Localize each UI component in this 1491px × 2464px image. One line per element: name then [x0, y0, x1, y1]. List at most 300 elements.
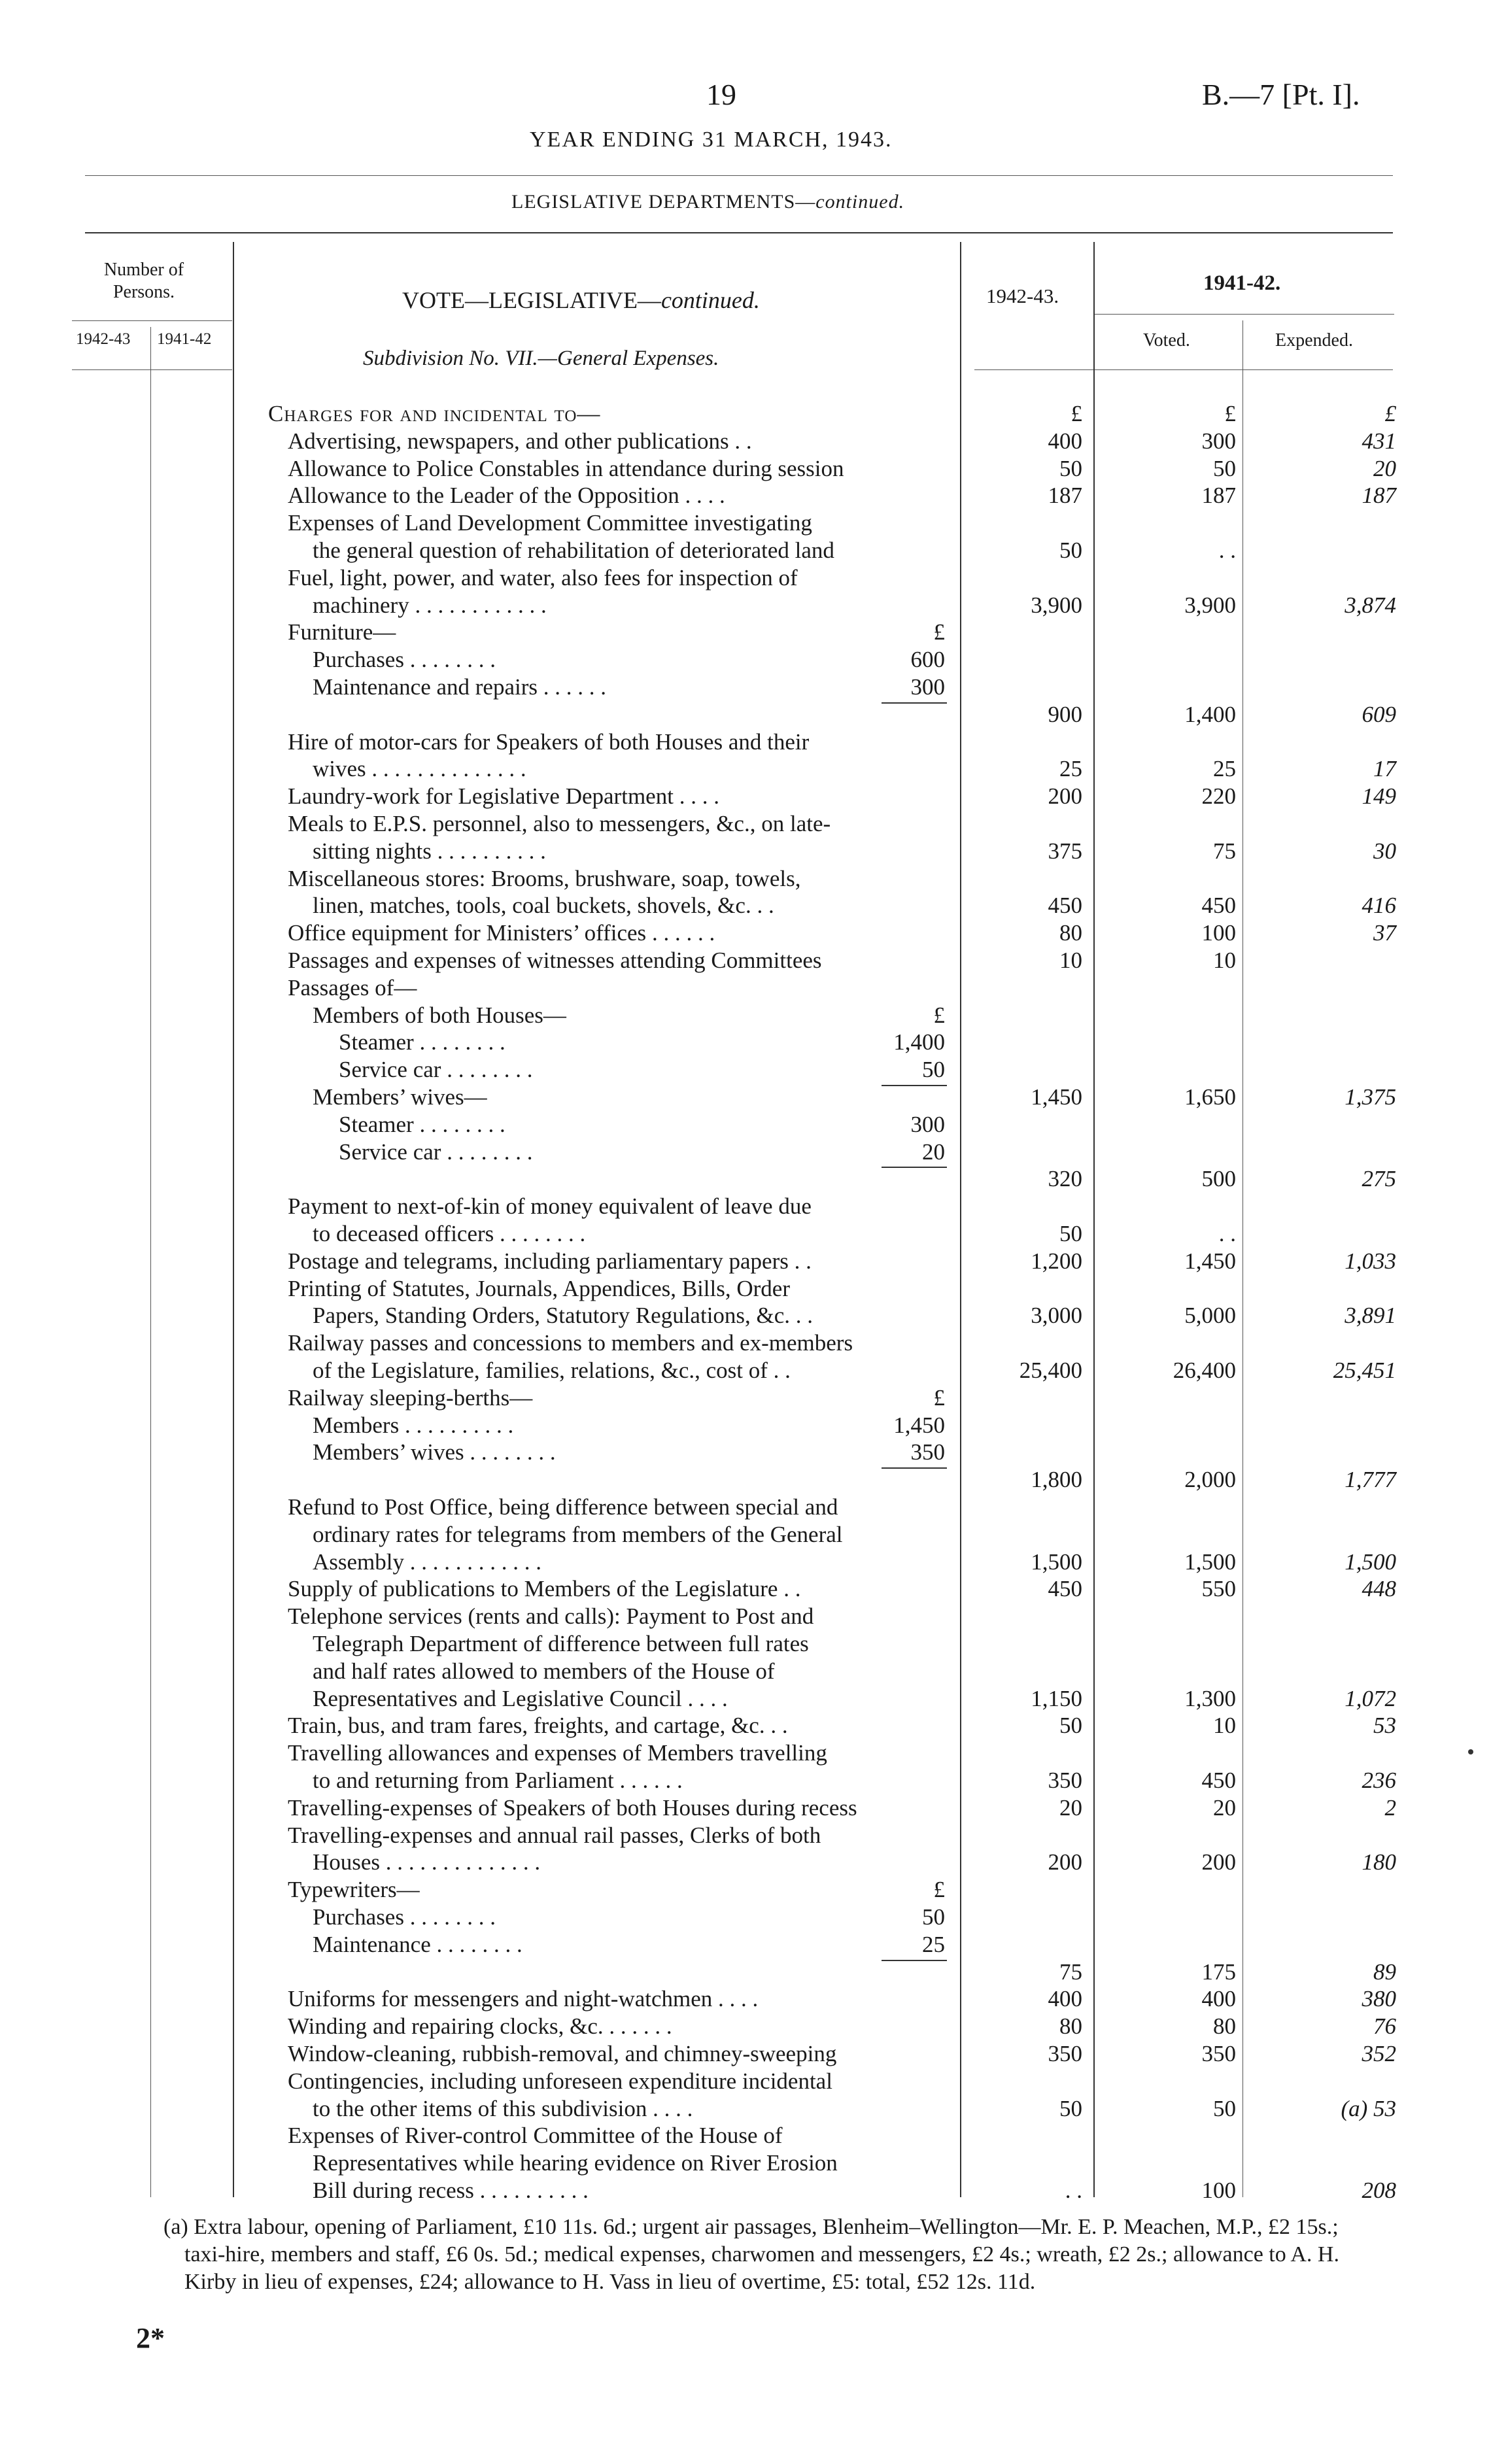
leader-dots: . . . .	[681, 1685, 728, 1711]
row-description	[288, 1248, 812, 1275]
row-description	[313, 838, 546, 865]
value-voted-1941-42: 1,500	[1184, 1549, 1236, 1575]
value-expended-1941-42: 76	[1373, 2013, 1396, 2040]
row-description-text: Telegraph Department of difference between full rates	[313, 1631, 809, 1656]
value-expended-1941-42: 2	[1384, 1794, 1396, 1821]
value-1942-43: 3,000	[1031, 1303, 1082, 1329]
table-row	[0, 1658, 1491, 1685]
sub-value: 20	[922, 1138, 945, 1165]
value-voted-1941-42: 200	[1201, 1849, 1236, 1875]
row-description	[313, 1931, 523, 1959]
row-description-text: Maintenance	[313, 1931, 431, 1957]
leader-dots: . . . . . . . . . . . .	[409, 592, 547, 618]
table-row	[0, 1904, 1491, 1931]
table-row	[0, 646, 1491, 674]
leader-dots: . . . . . . . .	[413, 1029, 506, 1055]
table-row	[0, 947, 1491, 974]
table-row	[0, 1439, 1491, 1466]
value-1942-43: 1,150	[1031, 1685, 1082, 1711]
row-description-text: Window-cleaning, rubbish-removal, and chimney-sweeping	[288, 2041, 837, 2066]
row-description-text: Steamer	[339, 1111, 414, 1137]
row-description-text: Contingencies, including unforeseen expenditure incidental	[288, 2068, 832, 2094]
value-expended-1941-42: £	[1384, 401, 1396, 426]
value-1942-43: 50	[1059, 1221, 1082, 1246]
leader-dots: . . . . . .	[538, 674, 607, 700]
row-description-text: Uniforms for messengers and night-watchmen	[288, 1986, 713, 2012]
value-expended-1941-42: 448	[1362, 1576, 1396, 1602]
row-description	[313, 1002, 566, 1029]
table-row	[0, 1685, 1491, 1713]
row-description	[313, 2177, 589, 2204]
row-description-text: Travelling-expenses of Speakers of both Houses during recess	[288, 1794, 857, 1821]
header-rule	[85, 175, 1393, 176]
row-description-text: Advertising, newspapers, and other publications	[288, 428, 729, 454]
row-description-text: sitting nights	[313, 838, 432, 864]
leader-dots: . .	[790, 1303, 814, 1329]
sub-value: 1,400	[893, 1029, 945, 1055]
persons-subheader-rule	[72, 369, 232, 370]
row-description-text: Printing of Statutes, Journals, Appendices, Bills, Order	[288, 1275, 790, 1301]
row-description	[288, 728, 809, 756]
leader-dots: . . . . . . . .	[422, 1412, 514, 1438]
row-description-text: Members . .	[313, 1412, 422, 1438]
value-expended-1941-42: 352	[1362, 2041, 1396, 2066]
row-description-text: Purchases	[313, 1904, 404, 1930]
table-row	[0, 1712, 1491, 1739]
value-voted-1941-42: 400	[1201, 1986, 1236, 2012]
row-description	[313, 1220, 585, 1248]
table-row	[0, 1876, 1491, 1904]
table-row	[0, 2095, 1491, 2123]
value-1942-43: 50	[1059, 2095, 1082, 2121]
row-description	[313, 1439, 556, 1466]
row-description	[313, 537, 834, 564]
leader-dots: . . . .	[647, 2095, 693, 2121]
leader-dots: . .	[751, 893, 774, 919]
leader-dots: . .	[767, 1358, 791, 1383]
table-row	[0, 1193, 1491, 1220]
value-1942-43: . .	[1065, 2178, 1082, 2203]
table-row	[0, 509, 1491, 537]
row-description	[339, 1111, 506, 1138]
sub-value: 25	[922, 1931, 945, 1957]
row-description-text: Refund to Post Office, being difference between special and	[288, 1494, 838, 1520]
year-title: YEAR ENDING 31 MARCH, 1943.	[530, 128, 893, 152]
table-row	[0, 2149, 1491, 2177]
leader-dots: . .	[778, 1576, 801, 1602]
vote-title-text: VOTE—LEGISLATIVE—	[402, 287, 661, 313]
leader-dots: . . . . . . . .	[403, 647, 496, 673]
value-voted-1941-42: £	[1224, 401, 1236, 426]
value-expended-1941-42: 208	[1362, 2178, 1396, 2203]
row-description-text: linen, matches, tools, coal buckets, shovels, &c.	[313, 893, 751, 919]
column-voted: Voted.	[1143, 330, 1190, 351]
value-voted-1941-42: 50	[1213, 2095, 1236, 2121]
value-expended-1941-42: 30	[1373, 838, 1396, 864]
leader-dots: . . . . . .	[646, 920, 715, 946]
value-voted-1941-42: 10	[1213, 948, 1236, 973]
value-expended-1941-42: 609	[1362, 701, 1396, 727]
value-voted-1941-42: 500	[1201, 1166, 1236, 1192]
row-description	[288, 783, 719, 810]
row-description-text: to and returning from Parliament . .	[313, 1768, 637, 1793]
value-expended-1941-42: 20	[1373, 455, 1396, 481]
row-description	[313, 1630, 809, 1658]
value-voted-1941-42: 100	[1201, 2178, 1236, 2203]
row-description-text: Typewriters—	[288, 1877, 420, 1903]
table-row	[0, 1575, 1491, 1603]
value-1942-43: 20	[1059, 1794, 1082, 1821]
value-1942-43: 400	[1048, 1986, 1082, 2012]
vote-title	[402, 286, 760, 314]
table-row	[0, 1111, 1491, 1138]
value-expended-1941-42: 1,033	[1345, 1248, 1396, 1274]
value-voted-1941-42: 26,400	[1173, 1358, 1236, 1383]
value-voted-1941-42: 50	[1213, 455, 1236, 481]
row-description	[339, 1029, 506, 1056]
row-description-text: to deceased officers	[313, 1221, 494, 1246]
leader-dots: . . . . . . . . . . . .	[403, 1849, 541, 1875]
row-description-text: Purchases	[313, 647, 404, 673]
value-1942-43: 1,200	[1031, 1248, 1082, 1274]
row-description	[288, 1794, 857, 1822]
row-description	[313, 1767, 683, 1794]
persons-header-rule	[72, 320, 232, 321]
value-1942-43: 50	[1059, 1713, 1082, 1739]
row-description	[288, 428, 752, 455]
row-description-text: Papers, Standing Orders, Statutory Regulations, &c.	[313, 1303, 791, 1329]
value-1942-43: 450	[1048, 893, 1082, 919]
row-description	[313, 1658, 775, 1685]
table-row	[0, 755, 1491, 783]
row-description-text: wives	[313, 756, 366, 782]
table-row	[0, 482, 1491, 509]
row-description-text: Travelling-expenses and annual rail passes, Clerks of both	[288, 1822, 821, 1848]
row-description	[288, 1275, 790, 1303]
table-row	[0, 674, 1491, 701]
sub-value: £	[933, 619, 945, 645]
row-description	[313, 2149, 838, 2177]
row-description-text: Hire of motor-cars for Speakers of both Houses and their	[288, 728, 810, 755]
value-expended-1941-42: 53	[1373, 1713, 1396, 1739]
value-1942-43: 10	[1059, 948, 1082, 973]
leader-dots: . . . . . . . . . .	[431, 838, 546, 864]
table-row	[0, 1630, 1491, 1658]
value-voted-1941-42: 300	[1201, 428, 1236, 454]
table-row	[0, 537, 1491, 564]
value-expended-1941-42: 431	[1362, 428, 1396, 454]
value-expended-1941-42: 25,451	[1333, 1358, 1396, 1383]
value-voted-1941-42: 1,400	[1184, 701, 1236, 727]
sub-value: 350	[910, 1439, 945, 1465]
value-voted-1941-42: 1,300	[1184, 1685, 1236, 1711]
vote-title-continued: continued.	[660, 287, 760, 313]
row-description-text: Laundry-work for Legislative Department	[288, 783, 674, 810]
sub-value: £	[933, 1877, 945, 1903]
row-description-text: Fuel, light, power, and water, also fees for inspection of	[288, 564, 798, 590]
row-description	[288, 455, 844, 483]
value-1942-43: 450	[1048, 1576, 1082, 1602]
row-description	[313, 2095, 693, 2123]
value-1942-43: 25	[1059, 756, 1082, 782]
row-description-text: Payment to next-of-kin of money equivalent of leave due	[288, 1193, 812, 1220]
table-row	[0, 783, 1491, 810]
value-1942-43: 50	[1059, 455, 1082, 481]
column-1941-42: 1941-42.	[1203, 271, 1281, 295]
row-description-text: the general question of rehabilitation of deteriorated land	[313, 538, 834, 563]
sub-value: 1,450	[893, 1412, 945, 1438]
sub-value: 300	[910, 1111, 945, 1137]
table-row	[0, 1084, 1491, 1111]
row-description-text: Supply of publications to Members of the Legislature	[288, 1576, 778, 1602]
table-row	[0, 1302, 1491, 1329]
row-description-text: Telephone services (rents and calls): Payment to Post and	[288, 1603, 814, 1630]
row-description-text: ordinary rates for telegrams from members of the General	[313, 1521, 843, 1547]
row-description	[313, 674, 606, 701]
leader-dots: . . . . . . . . . . . .	[404, 1549, 541, 1575]
row-description-text: Members of both Houses—	[313, 1002, 566, 1028]
value-1942-43: 350	[1048, 1768, 1082, 1793]
row-description-text: Railway sleeping-berths—	[288, 1384, 533, 1411]
value-voted-1941-42: 75	[1213, 838, 1236, 864]
value-1942-43: 200	[1048, 783, 1082, 810]
row-description	[288, 1384, 532, 1412]
value-voted-1941-42: 20	[1213, 1794, 1236, 1821]
value-voted-1941-42: 5,000	[1184, 1303, 1236, 1329]
value-voted-1941-42: 220	[1201, 783, 1236, 810]
column-1942-43: 1942-43.	[986, 284, 1059, 307]
table-row	[0, 1029, 1491, 1056]
leader-dots: . .	[788, 1248, 812, 1274]
leader-dots: . . . .	[673, 783, 719, 810]
row-description-text: Expenses of River-control Committee of the House of	[288, 2123, 783, 2149]
row-description-text: Postage and telegrams, including parliamentary papers	[288, 1248, 789, 1274]
row-description-text: of the Legislature, families, relations, &c., cost of	[313, 1358, 768, 1383]
table-row	[0, 1822, 1491, 1849]
value-expended-1941-42: 37	[1373, 920, 1396, 946]
row-description-text: Steamer	[339, 1029, 414, 1055]
row-description	[288, 974, 417, 1002]
table-row	[0, 1384, 1491, 1412]
value-voted-1941-42: . .	[1218, 538, 1236, 563]
row-description-text: to the other items of this subdivision	[313, 2095, 647, 2121]
sub-value: 600	[910, 647, 945, 673]
row-description-text: Members’ wives	[313, 1439, 464, 1465]
row-description	[313, 1549, 541, 1576]
leader-dots: . . . .	[679, 483, 725, 509]
table-row	[0, 592, 1491, 619]
table-row	[0, 1056, 1491, 1084]
sub-value: 50	[922, 1904, 945, 1930]
row-description	[288, 482, 725, 509]
value-voted-1941-42: 10	[1213, 1713, 1236, 1739]
row-description	[288, 1329, 853, 1357]
value-voted-1941-42: 25	[1213, 756, 1236, 782]
row-description	[288, 1603, 814, 1630]
leader-dots: . . . .	[636, 1768, 683, 1793]
row-description-text: Meals to E.P.S. personnel, also to messengers, &c., on late-	[288, 811, 831, 836]
year-group-rule	[1093, 314, 1394, 315]
leader-dots: . . . . . . . .	[413, 1111, 506, 1137]
row-description-text: Office equipment for Ministers’ offices	[288, 920, 647, 946]
value-header-rule	[974, 369, 1393, 370]
sub-value: 50	[922, 1057, 945, 1083]
value-expended-1941-42: 1,375	[1345, 1084, 1396, 1110]
table-row	[0, 2013, 1491, 2040]
value-1942-43: 50	[1059, 538, 1082, 563]
value-1942-43: 80	[1059, 920, 1082, 946]
table-row	[0, 1931, 1491, 1959]
row-description	[313, 755, 526, 783]
row-description	[313, 1357, 791, 1384]
row-description-text: Service car	[339, 1138, 441, 1165]
table-row	[0, 1357, 1491, 1384]
row-description-text: Miscellaneous stores: Brooms, brushware, soap, towels,	[288, 865, 801, 891]
row-description	[313, 1412, 513, 1439]
leader-dots: . . . . . . . .	[441, 1138, 533, 1165]
row-description	[288, 1739, 827, 1767]
row-description	[288, 1876, 420, 1904]
value-voted-1941-42: 550	[1201, 1576, 1236, 1602]
row-description	[288, 619, 396, 646]
value-1942-43: 1,500	[1031, 1549, 1082, 1575]
row-description-text: Representatives while hearing evidence on River Erosion	[313, 2150, 838, 2176]
table-row	[0, 400, 1491, 428]
row-description-text: machinery	[313, 592, 409, 618]
value-1942-43: 80	[1059, 2013, 1082, 2040]
value-voted-1941-42: . .	[1218, 1221, 1236, 1246]
value-1942-43: 350	[1048, 2041, 1082, 2066]
row-description-text: Furniture—	[288, 619, 396, 645]
leader-dots: . . . .	[712, 1986, 759, 2012]
value-expended-1941-42: 3,891	[1345, 1303, 1396, 1329]
row-description	[313, 892, 774, 919]
leader-dots: . . . . . . . .	[403, 1904, 496, 1930]
value-expended-1941-42: 1,777	[1345, 1467, 1396, 1493]
row-description	[288, 947, 822, 974]
footnote: (a) Extra labour, opening of Parliament, £10 11s. 6d.; urgent air passages, Blenheim–Wellington—Mr. E. P. Meachen, M.P., £2 15s.; taxi-hire, members and staff, £6 0s. 5d.; medical expenses, charwomen and messengers, £2 4s.; wreath, £2 2s.; allowance to A. H. Kirby in lieu of expenses, £24; allowance to H. Vass in lieu of overtime, £5: total, £52 12s. 11d.	[163, 2215, 1339, 2294]
value-voted-1941-42: 100	[1201, 920, 1236, 946]
leader-dots: . .	[728, 428, 752, 454]
row-description	[288, 1985, 758, 2013]
value-voted-1941-42: 187	[1201, 483, 1236, 509]
table-row	[0, 701, 1491, 728]
value-expended-1941-42: 1,500	[1345, 1549, 1396, 1575]
value-expended-1941-42: 380	[1362, 1986, 1396, 2012]
value-voted-1941-42: 450	[1201, 893, 1236, 919]
persons-1942-header: 1942-43	[76, 330, 131, 348]
table-row	[0, 865, 1491, 893]
row-description-text: Allowance to Police Constables in attendance during session	[288, 455, 844, 481]
value-expended-1941-42: 149	[1362, 783, 1396, 810]
row-description-text: Winding and repairing clocks, &c.	[288, 2013, 604, 2040]
value-voted-1941-42: 80	[1213, 2013, 1236, 2040]
department-title-text: LEGISLATIVE DEPARTMENTS—	[511, 191, 816, 213]
persons-1941-header: 1941-42	[157, 330, 212, 348]
value-1942-43: 200	[1048, 1849, 1082, 1875]
value-1942-43: £	[1071, 401, 1082, 426]
leader-dots: . . . . . . . .	[464, 1439, 556, 1465]
table-row	[0, 838, 1491, 865]
table-row	[0, 1959, 1491, 1986]
row-description-text: Train, bus, and tram fares, freights, and cartage, &c.	[288, 1713, 765, 1739]
table-row	[0, 919, 1491, 947]
value-voted-1941-42: 450	[1201, 1768, 1236, 1793]
table-row	[0, 892, 1491, 919]
table-row	[0, 1220, 1491, 1248]
row-description-text: Members’ wives—	[313, 1084, 487, 1110]
department-title-continued: continued.	[815, 191, 905, 213]
row-description-text: Bill during recess . .	[313, 2178, 497, 2203]
row-description	[288, 2013, 672, 2040]
value-voted-1941-42: 2,000	[1184, 1467, 1236, 1493]
row-description	[313, 1904, 496, 1931]
row-description-text: Railway passes and concessions to members and ex-members	[288, 1330, 853, 1356]
value-expended-1941-42: 89	[1373, 1959, 1396, 1985]
value-voted-1941-42: 175	[1201, 1959, 1236, 1985]
row-description	[288, 2068, 832, 2095]
value-voted-1941-42: 1,450	[1184, 1248, 1236, 1274]
row-description	[288, 509, 812, 537]
ink-dot	[1468, 1749, 1473, 1754]
table-row	[0, 1329, 1491, 1357]
leader-dots: . . . . . . . .	[494, 1221, 586, 1246]
value-expended-1941-42: 236	[1362, 1768, 1396, 1793]
value-1942-43: 900	[1048, 701, 1082, 727]
row-description-text: Houses . .	[313, 1849, 403, 1875]
row-description	[313, 1084, 487, 1111]
value-1942-43: 1,450	[1031, 1084, 1082, 1110]
value-expended-1941-42: 180	[1362, 1849, 1396, 1875]
row-description-text: and half rates allowed to members of the House of	[313, 1658, 775, 1684]
leader-dots: . . . . . . . .	[430, 1931, 523, 1957]
row-description-text: Charges for and incidental to—	[268, 401, 601, 426]
row-description	[313, 592, 547, 619]
row-description-text: Allowance to the Leader of the Opposition	[288, 483, 679, 509]
table-row	[0, 564, 1491, 592]
value-voted-1941-42: 3,900	[1184, 592, 1236, 618]
table-top-rule	[85, 232, 1393, 233]
sub-value: £	[933, 1384, 945, 1411]
value-1942-43: 400	[1048, 428, 1082, 454]
value-voted-1941-42: 1,650	[1184, 1084, 1236, 1110]
row-description-text: Representatives and Legislative Council	[313, 1685, 682, 1711]
table-row	[0, 1494, 1491, 1521]
row-description	[339, 1138, 532, 1166]
row-description	[288, 919, 715, 947]
table-row	[0, 2177, 1491, 2204]
table-row	[0, 1275, 1491, 1303]
table-row	[0, 1248, 1491, 1275]
table-row	[0, 2040, 1491, 2068]
department-title	[511, 191, 904, 213]
row-description-text: Expenses of Land Development Committee investigating	[288, 510, 812, 536]
value-voted-1941-42: 350	[1201, 2041, 1236, 2066]
document-reference: B.—7 [Pt. I].	[1202, 78, 1360, 111]
table-row	[0, 1549, 1491, 1576]
row-description-text: Passages of—	[288, 974, 417, 1001]
row-description	[288, 1712, 788, 1739]
row-description	[313, 1849, 540, 1876]
row-description	[313, 1685, 728, 1713]
table-row	[0, 619, 1491, 646]
value-expended-1941-42: (a) 53	[1341, 2095, 1396, 2121]
table-row	[0, 728, 1491, 756]
table-row	[0, 1138, 1491, 1166]
sub-value: 300	[910, 674, 945, 700]
table-row	[0, 2122, 1491, 2149]
value-1942-43: 3,900	[1031, 592, 1082, 618]
